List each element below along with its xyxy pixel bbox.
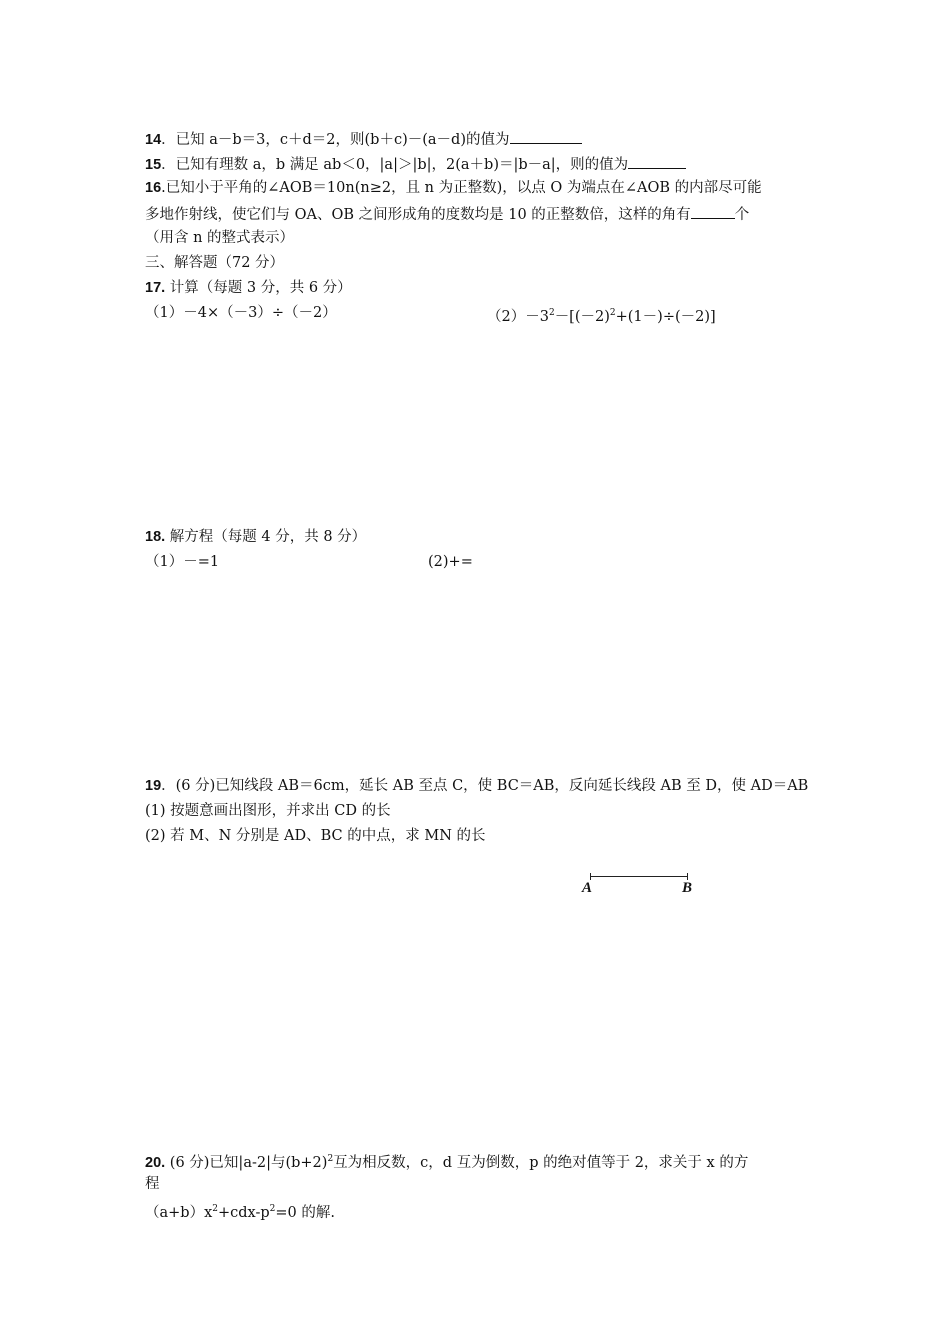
- question-text-tail: 个: [734, 207, 750, 223]
- exponent: 2: [609, 308, 616, 318]
- segment-line: [590, 876, 688, 877]
- question-text: 互为相反数，c，d 互为倒数，p 的绝对值等于 2，求关于 x 的方: [333, 1154, 749, 1171]
- question-number: 18.: [145, 529, 166, 545]
- question-text: ．已知有理数 a，b 满足 ab＜0，|a|＞|b|，2(a＋b)＝|b－a|，则的值为: [161, 157, 629, 173]
- section-heading: 三、解答题（72 分）: [145, 255, 285, 271]
- equation-text: +cdx-p: [218, 1204, 270, 1221]
- question-20-line-1: [145, 1149, 748, 1173]
- endpoint-tick-b: [687, 873, 688, 880]
- question-16-line-1: [145, 178, 762, 198]
- question-number: 19: [145, 778, 162, 794]
- answer-blank[interactable]: [628, 153, 686, 169]
- question-text: （用含 n 的整式表示）: [145, 230, 295, 246]
- question-text: .已知小于平角的∠AOB＝10n(n≥2，且 n 为正整数)，以点 O 为端点在∠AOB 的内部尽可能: [161, 180, 762, 196]
- point-label-b: B: [682, 880, 693, 896]
- question-text: ．(6 分)已知线段 AB＝6cm，延长 AB 至点 C，使 BC＝AB，反向延长线段 AB 至 D，使 AD＝AB: [161, 778, 809, 794]
- question-number: 14: [145, 132, 162, 148]
- question-number: 15: [145, 157, 162, 173]
- question-text: ．已知 a－b＝3，c＋d＝2，则(b＋c)－(a－d)的值为: [161, 132, 510, 148]
- question-text: 多地作射线，使它们与 OA、OB 之间形成角的度数均是 10 的正整数倍，这样的角有: [145, 207, 691, 223]
- question-18-part-1: （1）－=1: [145, 554, 220, 570]
- question-17-part-1: （1）－4×（－3）÷（－2）: [145, 305, 337, 321]
- question-text: 计算（每题 3 分，共 6 分）: [165, 280, 352, 296]
- equation-text: （a+b）x: [145, 1204, 213, 1221]
- question-19-part-1: (1) 按题意画出图形，并求出 CD 的长: [145, 803, 391, 819]
- question-text: 解方程（每题 4 分，共 8 分）: [165, 529, 367, 545]
- expr-text: －[(－2): [554, 308, 610, 325]
- segment-ab-diagram: [578, 868, 708, 908]
- question-number: 16: [145, 180, 162, 196]
- expr-text: （2）－3: [487, 308, 549, 325]
- exponent: 2: [212, 1204, 218, 1214]
- question-16-line-3: [145, 228, 294, 248]
- answer-blank[interactable]: [691, 203, 735, 219]
- exponent: 2: [548, 308, 555, 318]
- exponent: 2: [327, 1154, 334, 1164]
- question-20-line-3: [145, 1199, 335, 1223]
- question-17-title: [145, 278, 352, 298]
- question-text: (6 分)已知|a-2|与(b+2): [165, 1154, 328, 1171]
- question-number: 17.: [145, 280, 166, 296]
- question-14: [145, 128, 582, 150]
- question-16-line-2: [145, 203, 749, 225]
- answer-blank[interactable]: [510, 128, 582, 144]
- point-label-a: A: [582, 880, 593, 896]
- endpoint-tick-a: [590, 873, 591, 880]
- question-18-part-2: (2)+=: [428, 554, 473, 570]
- question-15: [145, 153, 686, 175]
- exponent: 2: [269, 1204, 276, 1214]
- question-number: 20.: [145, 1154, 166, 1171]
- question-19: [145, 776, 808, 796]
- equation-text: =0 的解.: [275, 1204, 335, 1221]
- question-17-part-2: [487, 303, 716, 327]
- expr-text: +(1－)÷(－2)]: [615, 308, 716, 325]
- question-18-title: [145, 527, 366, 547]
- question-19-part-2: (2) 若 M、N 分别是 AD、BC 的中点，求 MN 的长: [145, 828, 486, 844]
- question-20-line-2: 程: [145, 1176, 160, 1192]
